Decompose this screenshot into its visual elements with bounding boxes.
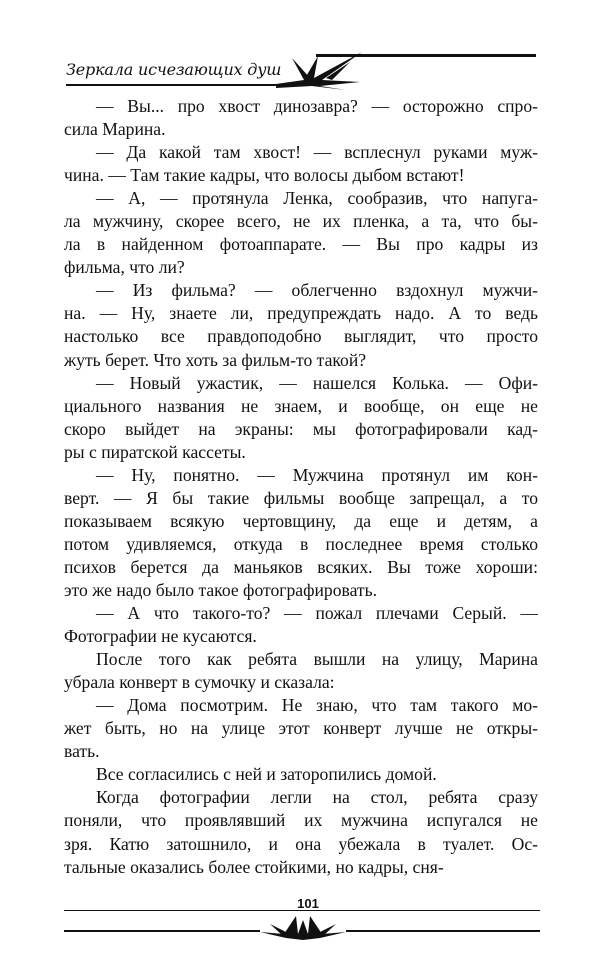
text-line: — Вы... про хвост динозавра? — осторожно спро- [96, 96, 538, 116]
text-line: убрала конверт в сумочку и сказала: [64, 672, 335, 693]
text-line: сила Марина. [64, 119, 166, 140]
text-line: Фотографии не кусаются. [64, 626, 257, 647]
text-line: — Да какой там хвост! — всплеснул руками муж- [96, 142, 538, 163]
text-line: показываем всякую чертовщину, да еще и детям, а [64, 510, 538, 531]
text-line: Когда фотографии легли на стол, ребята сразу [96, 787, 538, 808]
text-line: тальные оказались более стойкими, но кадры, сня- [64, 856, 444, 877]
paragraph [64, 372, 538, 464]
text-line: настолько все правдоподобно выглядит, что просто [64, 326, 538, 347]
body-text [64, 95, 538, 879]
text-line: — Из фильма? — облегченно вздохнул мужчи- [96, 280, 538, 301]
text-line: — А что такого-то? — пожал плечами Серый. — [96, 603, 538, 624]
text-line: скоро выйдет на экраны: мы фотографировали кад- [64, 418, 538, 439]
text-line: потом удивляемся, откуда в последнее время столько [64, 533, 538, 554]
paragraph [64, 141, 538, 187]
text-line: ры с пиратской кассеты. [64, 441, 246, 462]
text-line: — А, — протянула Ленка, сообразив, что напуга- [96, 188, 538, 209]
text-line: Все согласились с ней и заторопились домой. [96, 764, 437, 785]
text-line: — Ну, понятно. — Мужчина протянул им кон- [96, 464, 538, 485]
footer-ornament-icon [260, 912, 346, 940]
running-title: Зеркала исчезающих душ [66, 60, 282, 79]
page-header [66, 52, 536, 98]
paragraph [64, 786, 538, 878]
paragraph [64, 95, 538, 141]
text-line: верт. — Я бы такие фильмы вообще запрещал, а то [64, 487, 538, 508]
paragraph [64, 279, 538, 371]
paragraph [64, 602, 538, 648]
text-line: на. — Ну, знаете ли, предупреждать надо. А то ведь [64, 303, 538, 324]
text-line: жуть берет. Что хоть за фильм-то такой? [64, 349, 367, 370]
paragraph [64, 648, 538, 694]
text-line: психов берется да маньяков всяких. Вы тоже хороши: [64, 556, 538, 577]
text-line: После того как ребята вышли на улицу, Марина [96, 649, 538, 670]
text-line: поняли, что проявлявший их мужчина испугался не [64, 810, 538, 831]
text-line: — Дома посмотрим. Не знаю, что там такого мо- [96, 695, 538, 716]
page-number: 101 [297, 896, 319, 911]
footer-rule-left [64, 930, 260, 932]
text-line: ла в найденном фотоаппарате. — Вы про кадры из [64, 234, 538, 255]
text-line: ла мужчину, скорее всего, не их пленка, а та, что бы- [64, 211, 538, 232]
text-line: чина. — Там такие кадры, что волосы дыбом встают! [64, 165, 465, 186]
text-line: это же надо было такое фотографировать. [64, 579, 378, 600]
paragraph [64, 763, 538, 786]
page-footer [64, 896, 540, 940]
paragraph [64, 187, 538, 279]
text-line: вать. [64, 741, 100, 762]
paragraph [64, 464, 538, 602]
text-line: циального названия не знаем, и вообще, он еще не [64, 395, 538, 416]
text-line: зря. Катю затошнило, и она убежала в туалет. Ос- [64, 833, 538, 854]
text-line: фильма, что ли? [64, 257, 185, 278]
text-line: жет быть, но на улице этот конверт лучше не откры- [64, 718, 538, 739]
text-line: — Новый ужастик, — нашелся Колька. — Офи- [96, 372, 538, 393]
footer-rule-right [346, 930, 540, 932]
paragraph [64, 694, 538, 763]
header-rule-left [66, 84, 276, 86]
header-ornament-icon [274, 48, 364, 90]
